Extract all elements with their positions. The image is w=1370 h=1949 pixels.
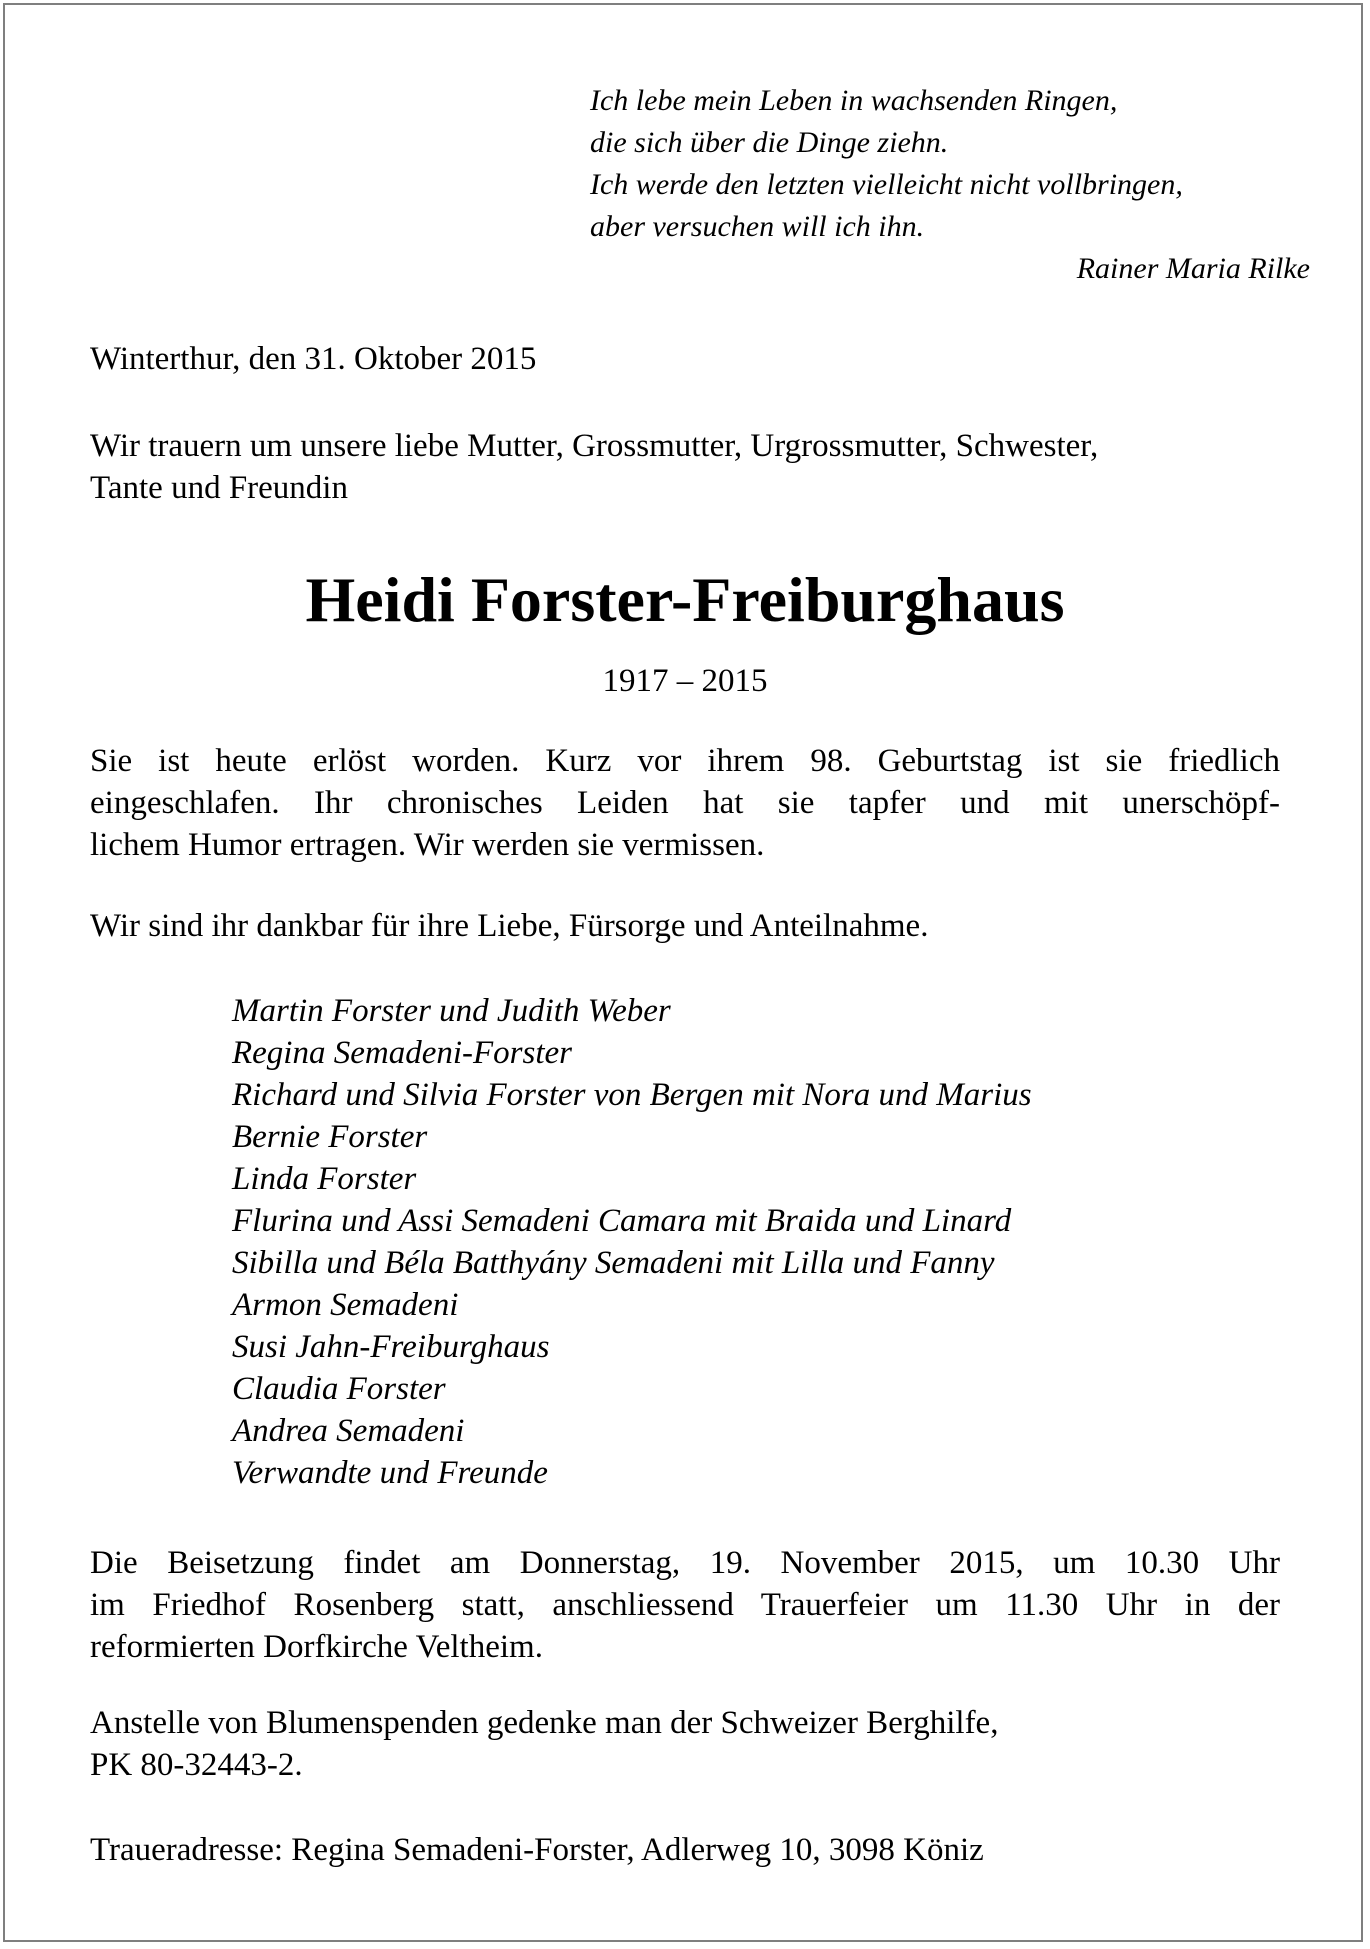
mourner-item: Armon Semadeni [232,1287,459,1323]
poem-line: Ich lebe mein Leben in wachsenden Ringen, [590,84,1118,117]
poem-line: die sich über die Dinge ziehn. [590,126,949,159]
mourners-list [232,990,1032,1494]
mourner-item: Regina Semadeni-Forster [232,1035,573,1071]
mourner-item: Claudia Forster [232,1371,446,1407]
deceased-name: Heidi Forster-Freiburghaus [305,564,1065,635]
mourner-item: Flurina und Assi Semadeni Camara mit Braida und Linard [232,1203,1012,1239]
poem-line: Ich werde den letzten vielleicht nicht vollbringen, [590,168,1183,201]
body-line: Sie ist heute erlöst worden. Kurz vor ihrem 98. Geburtstag ist sie friedlich [90,743,1280,779]
body-paragraph [90,740,1280,866]
funeral-paragraph [90,1542,1280,1668]
funeral-line: reformierten Dorfkirche Veltheim. [90,1629,543,1665]
mourner-item: Andrea Semadeni [232,1413,465,1449]
funeral-line: Die Beisetzung findet am Donnerstag, 19. November 2015, um 10.30 Uhr [90,1545,1280,1581]
mourning-intro [90,425,1280,509]
donation-paragraph [90,1702,1280,1786]
mourning-intro-line: Tante und Freundin [90,470,348,506]
poem-line: aber versuchen will ich ihn. [590,210,925,243]
mourner-item: Richard und Silvia Forster von Bergen mit Nora und Marius [232,1077,1032,1113]
poem-author: Rainer Maria Rilke [1076,252,1310,285]
mourner-item: Susi Jahn-Freiburghaus [232,1329,550,1365]
body-line: eingeschlafen. Ihr chronisches Leiden hat sie tapfer und mit unerschöpf- [90,785,1280,821]
deceased-years: 1917 – 2015 [602,663,768,699]
mourner-item: Verwandte und Freunde [232,1455,548,1491]
mourner-item: Linda Forster [232,1161,417,1197]
mourner-item: Martin Forster und Judith Weber [232,993,671,1029]
thanks-paragraph: Wir sind ihr dankbar für ihre Liebe, Fürsorge und Anteilnahme. [90,908,929,944]
poem-quote [590,80,1310,290]
mourning-address: Traueradresse: Regina Semadeni-Forster, Adlerweg 10, 3098 Köniz [90,1832,984,1868]
mourner-item: Sibilla und Béla Batthyány Semadeni mit Lilla und Fanny [232,1245,995,1281]
mourner-item: Bernie Forster [232,1119,428,1155]
funeral-line: im Friedhof Rosenberg statt, anschliessend Trauerfeier um 11.30 Uhr in der [90,1587,1280,1623]
body-line: lichem Humor ertragen. Wir werden sie vermissen. [90,827,765,863]
donation-line: PK 80-32443-2. [90,1747,303,1783]
mourning-intro-line: Wir trauern um unsere liebe Mutter, Grossmutter, Urgrossmutter, Schwester, [90,428,1099,464]
place-date: Winterthur, den 31. Oktober 2015 [90,341,537,377]
donation-line: Anstelle von Blumenspenden gedenke man der Schweizer Berghilfe, [90,1705,999,1741]
